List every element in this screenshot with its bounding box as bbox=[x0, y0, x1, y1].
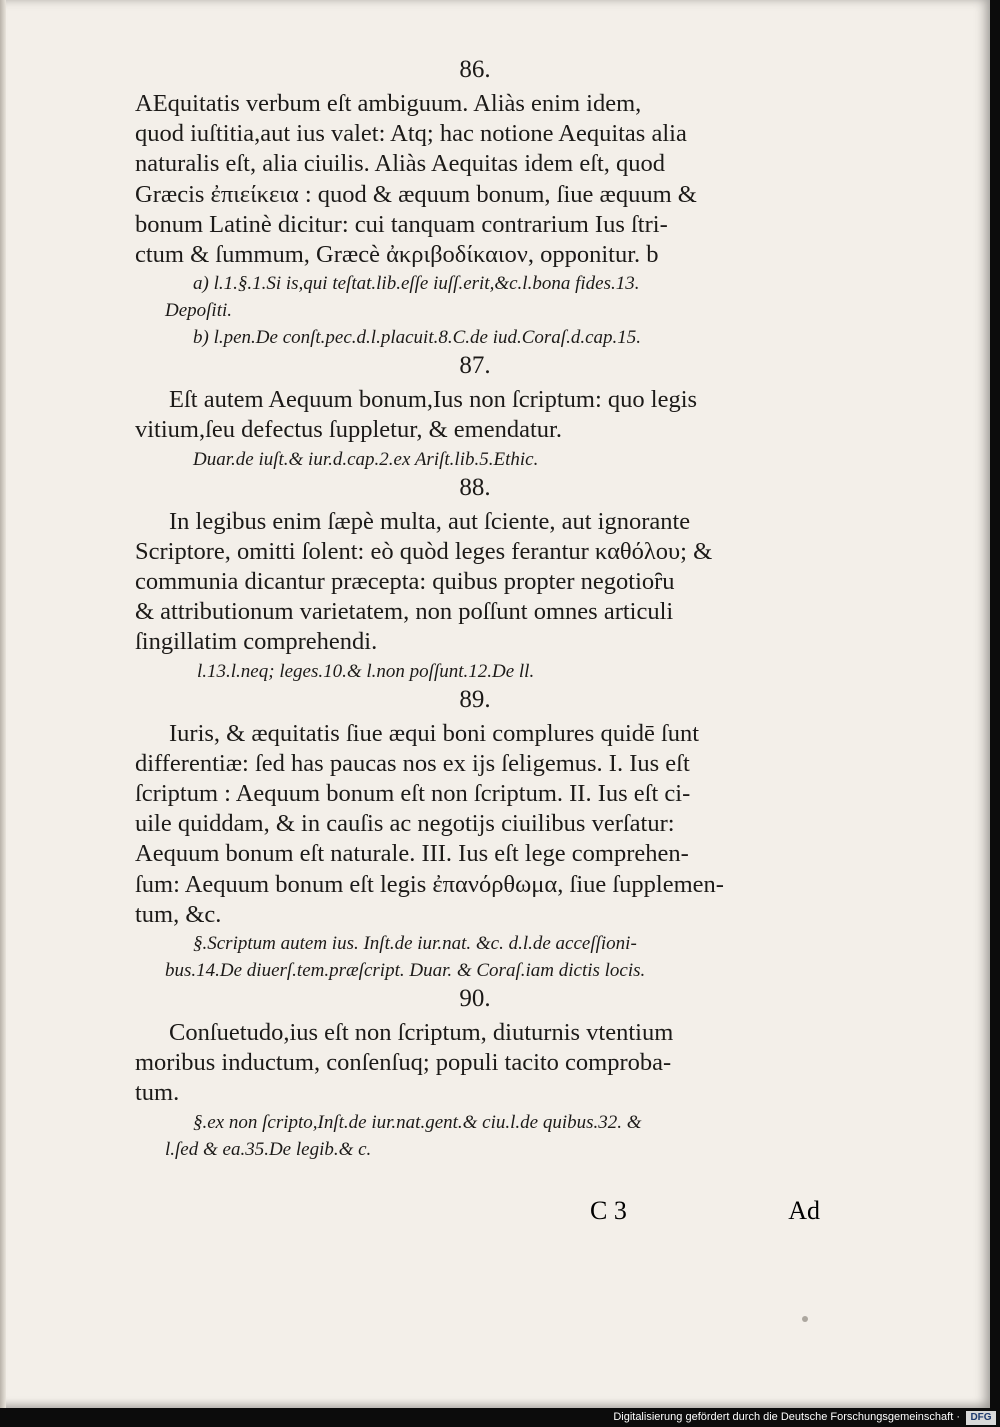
footnote-line: b) l.pen.De conſt.pec.d.l.placuit.8.C.de iud.Coraſ.d.cap.15. bbox=[193, 327, 642, 349]
page-binding-edge bbox=[0, 0, 6, 1408]
text-line: Aequum bonum eſt naturale. III. Ius eſt lege comprehen- bbox=[135, 840, 689, 868]
text-line: uile quiddam, & in cauſis ac negotijs ciuilibus verſatur: bbox=[135, 810, 675, 838]
text-line: communia dicantur præcepta: quibus propter negotioȓu bbox=[135, 568, 675, 596]
text-line: tum, &c. bbox=[135, 900, 222, 928]
text-line: Eſt autem Aequum bonum,Ius non ſcriptum: quo legis bbox=[169, 386, 698, 414]
footnote-line: §.Scriptum autem ius. Inſt.de iur.nat. &c. d.l.de acceſſioni- bbox=[193, 933, 637, 955]
page-number: 86. bbox=[459, 56, 491, 83]
paper-stain bbox=[802, 1316, 808, 1322]
text-line: vitium,ſeu defectus ſuppletur, & emendatur. bbox=[135, 416, 562, 444]
text-line: Conſuetudo,ius eſt non ſcriptum, diuturnis vtentium bbox=[169, 1019, 674, 1047]
section-number: 87. bbox=[459, 352, 491, 380]
text-line: ſum: Aequum bonum eſt legis ἐπανόρθωμα, ſiue ſupplemen- bbox=[135, 870, 724, 898]
section-90-footnotes bbox=[135, 1109, 815, 1163]
footnote-line: §.ex non ſcripto,Inſt.de iur.nat.gent.& ciu.l.de quibus.32. & bbox=[193, 1111, 642, 1133]
footnote-line: Duar.de iuſt.& iur.d.cap.2.ex Ariſt.lib.5.Ethic. bbox=[193, 448, 539, 470]
section-number: 88. bbox=[459, 473, 491, 501]
text-line: tum. bbox=[135, 1079, 180, 1107]
text-line: Iuris, & æquitatis ſiue æqui boni complures quidē ſunt bbox=[169, 719, 700, 747]
footnote-line: l.13.l.neq; leges.10.& l.non poſſunt.12.De ll. bbox=[197, 660, 535, 682]
footnote-line: bus.14.De diuerſ.tem.præſcript. Duar. & Coraſ.iam dictis locis. bbox=[165, 960, 646, 982]
text-line: differentiæ: ſed has paucas nos ex ijs ſeligemus. I. Ius eſt bbox=[135, 749, 690, 777]
signature-mark: C 3 bbox=[590, 1196, 627, 1225]
text-line: ctum & ſummum, Græcè ἀκριβοδίκαιον, opponitur. b bbox=[135, 241, 659, 269]
section-88-paragraph bbox=[135, 507, 815, 658]
footnote-line: Depoſiti. bbox=[165, 300, 233, 322]
text-line: Scriptore, omitti ſolent: eò quòd leges ferantur καθόλου; & bbox=[135, 537, 713, 565]
page-footer bbox=[590, 1196, 820, 1232]
text-line: moribus inductum, conſenſuq; populi tacito comproba- bbox=[135, 1049, 672, 1077]
text-line: & attributionum varietatem, non poſſunt omnes articuli bbox=[135, 598, 674, 626]
section-number: 89. bbox=[459, 685, 491, 713]
section-86-footnotes bbox=[135, 270, 815, 351]
section-87-footnotes bbox=[135, 446, 815, 473]
text-line: naturalis eſt, alia ciuilis. Aliàs Aequitas idem eſt, quod bbox=[135, 150, 666, 178]
text-line: ſingillatim comprehendi. bbox=[135, 628, 378, 656]
text-line: AEquitatis verbum eſt ambiguum. Aliàs enim idem, bbox=[135, 90, 642, 117]
section-88-footnotes bbox=[135, 658, 815, 685]
section-number: 90. bbox=[459, 985, 491, 1013]
text-line: Græcis ἐπιείκεια : quod & æquum bonum, ſiue æquum & bbox=[135, 180, 697, 208]
text-line: bonum Latinè dicitur: cui tanquam contrarium Ius ſtri- bbox=[135, 210, 668, 238]
catchword: Ad bbox=[788, 1196, 820, 1225]
section-86-paragraph bbox=[135, 89, 815, 270]
section-89-footnotes bbox=[135, 930, 815, 984]
page-text-block bbox=[135, 55, 815, 1163]
dfg-logo: DFG bbox=[966, 1411, 996, 1425]
section-90-paragraph bbox=[135, 1018, 815, 1109]
text-line: ſcriptum : Aequum bonum eſt non ſcriptum. II. Ius eſt ci- bbox=[135, 780, 691, 808]
digitization-credit: Digitalisierung gefördert durch die Deutsche Forschungsgemeinschaft · bbox=[613, 1411, 960, 1423]
section-89-paragraph bbox=[135, 719, 815, 930]
text-line: In legibus enim ſæpè multa, aut ſciente, aut ignorante bbox=[169, 507, 691, 535]
text-line: quod iuſtitia,aut ius valet: Atq; hac notione Aequitas alia bbox=[135, 120, 687, 148]
footnote-line: a) l.1.§.1.Si is,qui teſtat.lib.eſſe iuſſ.erit,&c.l.bona fides.13. bbox=[193, 273, 640, 295]
footnote-line: l.ſed & ea.35.De legib.& c. bbox=[165, 1138, 372, 1160]
section-87-paragraph bbox=[135, 385, 815, 445]
